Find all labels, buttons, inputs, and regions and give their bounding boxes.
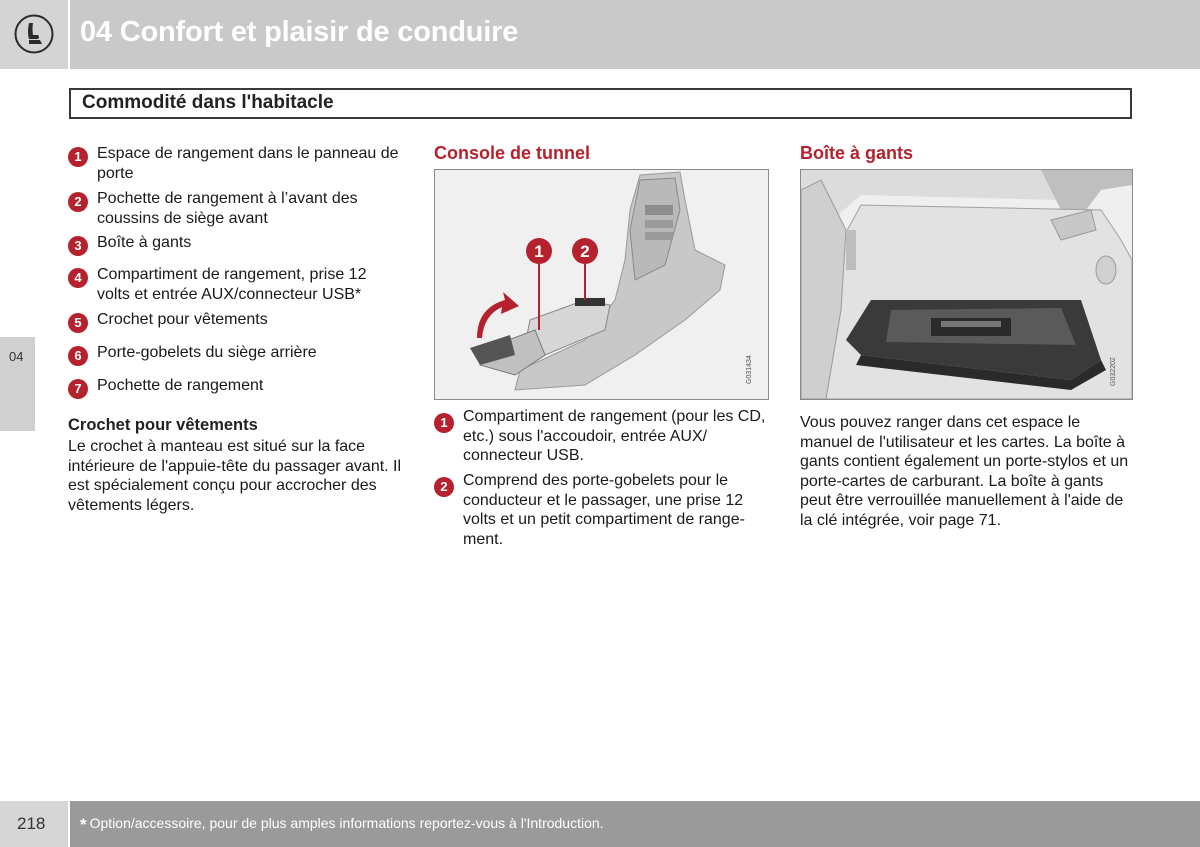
glovebox-paragraph: Vous pouvez ranger dans cet espace le manuel de l'utilisateur et les cartes. La boîte à gants contient également un porte-stylos et un porte-cartes de carburant. La boîte à gants peut être verrouillée manuellement à l'aide de la clé intégrée, voir page 71. [800,414,1129,529]
list-item [68,189,403,229]
chapter-icon-box [0,0,70,69]
number-badge: 4 [68,268,88,288]
glovebox-illustration [801,170,1132,399]
list-item [68,376,403,396]
coat-hook-heading: Crochet pour vêtements [68,416,258,434]
list-item [68,233,403,253]
footnote-text: Option/accessoire, pour de plus amples informations reportez-vous à l'Introduction. [89,815,604,831]
seat-icon [14,14,54,54]
list-item-text: Boîte à gants [97,234,192,251]
tunnel-console-figure [434,169,769,400]
number-badge: 1 [68,147,88,167]
list-item-text: Pochette de rangement [97,377,264,394]
figure-code: G032202 [1110,357,1117,386]
list-item-text: Espace de rangement dans le panneau de porte [97,145,399,182]
number-badge: 2 [434,477,454,497]
chapter-title: 04 Confort et plaisir de conduire [80,16,519,48]
list-item [68,343,403,363]
caption-text: Compartiment de rangement (pour les CD, etc.) sous l'accoudoir, entrée AUX/ connecteur USB. [463,408,766,464]
list-item-text: Pochette de rangement à l’avant des coussins de siège avant [97,190,358,227]
tunnel-console-heading: Console de tunnel [434,143,591,163]
page-footer [0,801,1200,847]
callout-1: 1 [534,242,544,261]
figure-code: G031434 [746,355,753,384]
list-item [68,310,403,330]
number-badge: 3 [68,236,88,256]
list-item-text: Porte-gobelets du siège arrière [97,344,317,361]
number-badge: 2 [68,192,88,212]
number-badge: 1 [434,413,454,433]
chapter-header [0,0,1200,69]
caption-text: Comprend des porte-gobelets pour le conducteur et le passager, une prise 12 volts et un petit compartiment de range- ment. [463,472,745,548]
number-badge: 5 [68,313,88,333]
list-item [68,265,403,305]
tunnel-console-illustration [435,170,768,399]
caption-item [434,471,769,549]
page-number: 218 [17,814,46,833]
list-item [68,144,403,184]
chapter-side-tab [0,337,35,431]
footnote-marker: * [80,815,87,834]
list-item-text: Crochet pour vêtements [97,311,268,328]
side-tab-label: 04 [9,349,24,364]
glovebox-heading: Boîte à gants [800,143,914,163]
coat-hook-paragraph: Le crochet à manteau est situé sur la face intérieure de l'appuie-tête du passager avant. Il est spécialement conçu pour accrocher des vêtements légers. [68,438,402,514]
list-item-text: Compartiment de rangement, prise 12 volts et entrée AUX/connecteur USB* [97,266,367,303]
number-badge: 7 [68,379,88,399]
footnote [80,815,604,835]
number-badge: 6 [68,346,88,366]
caption-item [434,407,769,466]
glovebox-figure [800,169,1133,400]
section-title: Commodité dans l'habitacle [82,92,334,113]
callout-2: 2 [580,242,590,261]
page-number-box [0,801,70,847]
section-title-box [69,88,1132,119]
